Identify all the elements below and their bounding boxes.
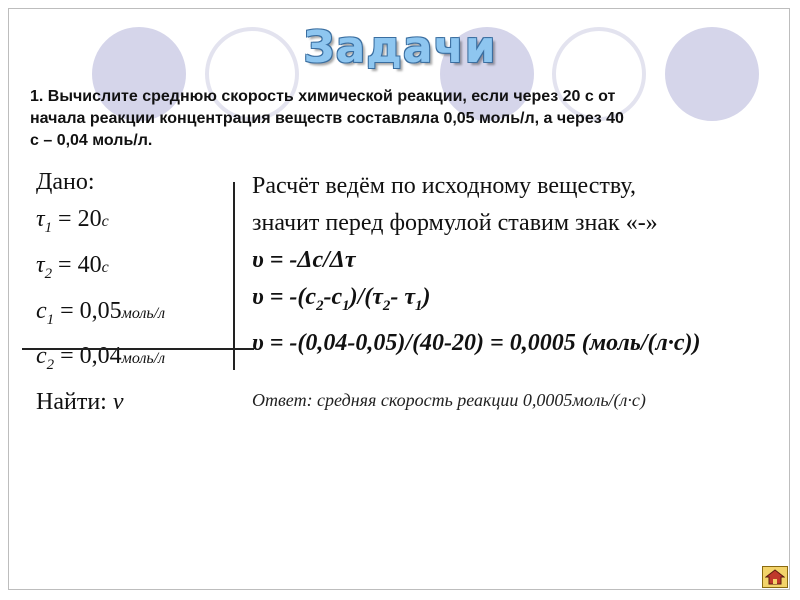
- formula-general: υ = -Δc/Δτ: [252, 247, 356, 273]
- answer-text: Ответ: средняя скорость реакции 0,0005моль/(л·с): [252, 390, 646, 410]
- given-c1: [36, 293, 251, 339]
- find-label: Найти:: [36, 389, 107, 416]
- find-variable: v: [112, 389, 124, 416]
- formula-part: )/(τ: [349, 284, 383, 310]
- given-tau2: [36, 247, 251, 293]
- solution-text: Расчёт ведём по исходному веществу,: [252, 173, 636, 199]
- value: = 40: [52, 251, 102, 278]
- formula-substituted: [252, 279, 782, 325]
- given-c2: [36, 338, 251, 384]
- subscript: 2: [382, 297, 391, 314]
- problem-line: 1. Вычислите среднюю скорость химической реакции, если через 20 с от: [30, 88, 616, 105]
- home-button[interactable]: [762, 566, 788, 588]
- value: = 20: [52, 206, 102, 232]
- home-icon: [765, 569, 785, 585]
- value: = 0,05: [54, 297, 122, 324]
- subscript: 2: [316, 297, 324, 314]
- formula-part: - τ: [390, 284, 416, 310]
- unit: с: [101, 213, 109, 230]
- tau-symbol: τ: [36, 251, 45, 278]
- formula-calculation: υ = -(0,04-0,05)/(40-20) = 0,0005 (моль/(л·с)): [252, 329, 701, 356]
- problem-line: начала реакции концентрация веществ составляла 0,05 моль/л, а через 40: [30, 110, 624, 127]
- solution-block: [252, 168, 782, 362]
- subscript: 1: [46, 311, 55, 328]
- formula-part: ): [422, 284, 431, 310]
- problem-line: с – 0,04 моль/л.: [30, 132, 153, 149]
- given-divider-horizontal: [22, 348, 254, 350]
- given-divider-vertical: [233, 182, 235, 370]
- c-symbol: c: [36, 343, 47, 370]
- value: = 0,04: [54, 343, 122, 370]
- subscript: 2: [44, 265, 53, 282]
- solution-text: значит перед формулой ставим знак «-»: [252, 210, 658, 236]
- c-symbol: c: [36, 297, 47, 324]
- given-block: [36, 164, 251, 421]
- find-row: [36, 384, 251, 421]
- unit: моль/л: [121, 350, 166, 368]
- given-header: Дано:: [36, 169, 95, 195]
- subscript: 1: [44, 219, 53, 236]
- slide-title: Задачи: [303, 22, 497, 73]
- subscript: 2: [46, 357, 55, 374]
- subscript: 1: [415, 297, 423, 314]
- given-tau1: [36, 201, 251, 247]
- unit: с: [101, 258, 109, 276]
- unit: моль/л: [121, 304, 166, 322]
- formula-part: υ = -(c: [252, 284, 317, 310]
- tau-symbol: τ: [36, 206, 45, 232]
- formula-part: -c: [323, 284, 343, 310]
- subscript: 1: [342, 297, 350, 314]
- problem-statement: [30, 86, 780, 152]
